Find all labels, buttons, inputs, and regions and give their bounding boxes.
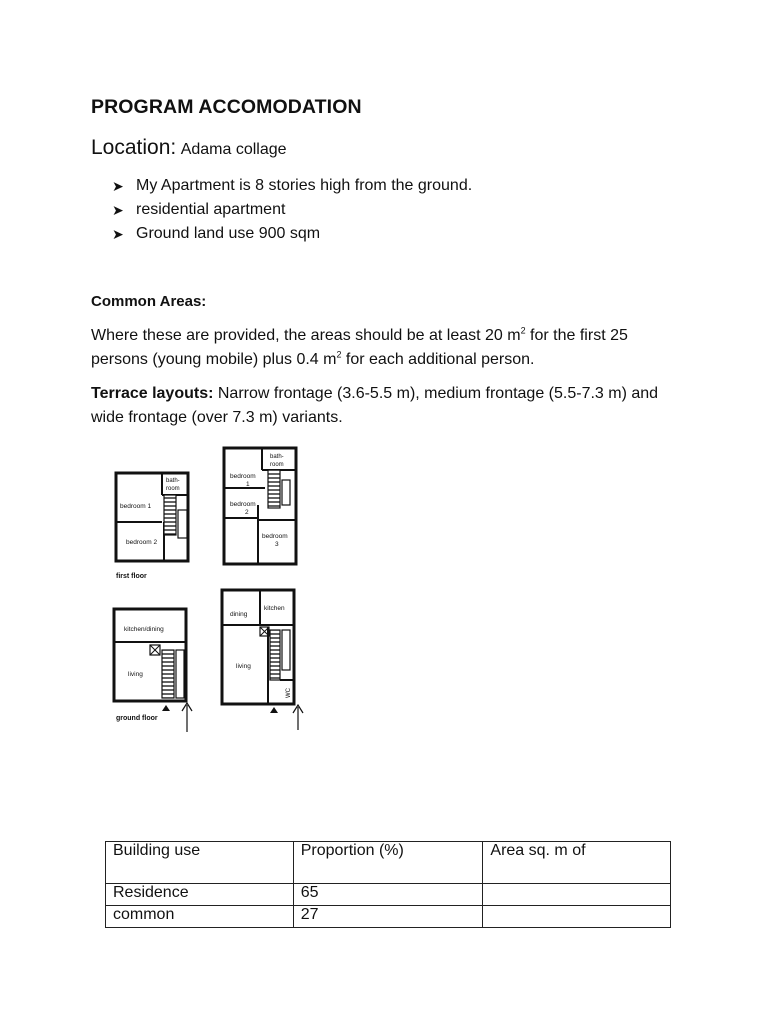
page-title: PROGRAM ACCOMODATION: [91, 96, 362, 118]
table-row: [106, 884, 671, 906]
room-label: 3: [275, 541, 279, 548]
location-label: Location:: [91, 136, 177, 159]
terrace-label: Terrace layouts:: [91, 385, 214, 402]
table-cell: common: [106, 906, 294, 928]
room-label: 1: [246, 481, 250, 488]
medium-ground-floor-plan: [222, 590, 294, 704]
entrance-marker-icon: [162, 705, 170, 711]
narrow-first-floor-plan: [116, 473, 188, 561]
ground-floor-caption: ground floor: [116, 715, 158, 722]
room-label: bedroom 1: [120, 503, 152, 510]
room-label: bedroom 2: [126, 539, 158, 546]
room-label: WC: [286, 688, 292, 698]
table-cell: [483, 906, 671, 928]
arrow-bullet-icon: ➤: [112, 226, 124, 242]
table-header-row: [106, 842, 671, 884]
bullet-list: [112, 174, 472, 246]
room-label: room: [166, 486, 180, 492]
terrace-paragraph: Terrace layouts: Narrow frontage (3.6-5.5 m), medium frontage (5.5-7.3 m) and wide frontage (over 7.3 m) variants.: [91, 385, 659, 426]
table-cell: Residence: [106, 884, 294, 906]
room-label: bedroom: [230, 473, 256, 480]
list-item: ➤ Ground land use 900 sqm: [112, 222, 472, 246]
room-label: bath-: [270, 454, 284, 460]
building-use-table: [105, 841, 671, 928]
table-row: [106, 906, 671, 928]
column-header: Proportion (%): [293, 842, 483, 884]
floor-plans-figure: [100, 440, 330, 740]
arrow-bullet-icon: ➤: [112, 202, 124, 218]
room-label: bedroom: [230, 501, 256, 508]
room-label: bath-: [166, 478, 180, 484]
room-label: living: [128, 671, 143, 678]
common-areas-heading: Common Areas:: [91, 293, 207, 310]
room-label: bedroom: [262, 533, 288, 540]
medium-first-floor-plan: [224, 448, 296, 564]
table-cell: 65: [293, 884, 483, 906]
entrance-marker-icon: [270, 707, 278, 713]
list-item: ➤ residential apartment: [112, 198, 472, 222]
common-areas-paragraph: Where these are provided, the areas should be at least 20 $m^2$ for the first 25 persons (young mobile) plus 0.4 $m^2$ for each additional person.: [91, 325, 628, 368]
room-label: kitchen: [264, 605, 285, 612]
table-cell: [483, 884, 671, 906]
room-label: dining: [230, 611, 248, 618]
narrow-ground-floor-plan: [114, 609, 186, 701]
column-header: Area sq. m of: [483, 842, 671, 884]
list-item: ➤ My Apartment is 8 stories high from the ground.: [112, 174, 472, 198]
location-line: [91, 136, 287, 160]
room-label: living: [236, 663, 251, 670]
room-label: kitchen/dining: [124, 626, 164, 633]
room-label: 2: [245, 509, 249, 516]
location-value: Adama collage: [180, 141, 287, 158]
arrow-bullet-icon: ➤: [112, 178, 124, 194]
table-cell: 27: [293, 906, 483, 928]
column-header: Building use: [106, 842, 294, 884]
north-arrow-icon: [182, 703, 192, 732]
first-floor-caption: first floor: [116, 573, 147, 580]
room-label: room: [270, 462, 284, 468]
north-arrow-icon: [293, 705, 303, 730]
